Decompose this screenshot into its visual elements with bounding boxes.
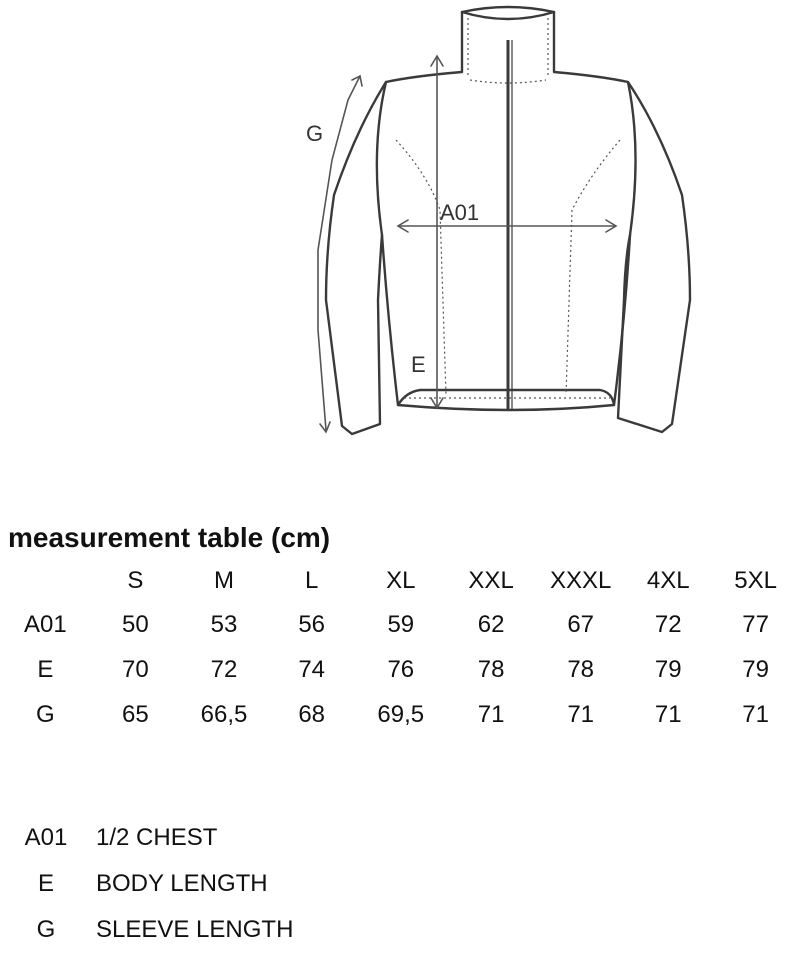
row-code: A01 (24, 610, 67, 638)
size-header: 4XL (646, 567, 690, 594)
label-e: E (411, 352, 426, 377)
legend-code: G (36, 916, 56, 943)
size-header: XL (386, 567, 416, 594)
table-cell: 78 (567, 655, 595, 683)
jacket-diagram (0, 0, 800, 460)
legend-description: BODY LENGTH (96, 870, 268, 897)
table-cell: 71 (654, 700, 682, 728)
size-header: S (127, 567, 144, 594)
legend-item (0, 907, 293, 953)
sleeve-length-arrow (318, 76, 360, 430)
size-header-row (0, 560, 800, 602)
table-cell: 68 (298, 700, 326, 728)
table-cell: 65 (122, 700, 149, 728)
table-cell: 69,5 (377, 700, 425, 728)
table-row (0, 602, 800, 647)
size-header: 5XL (734, 567, 777, 594)
table-cell: 59 (387, 610, 415, 638)
legend-description: 1/2 CHEST (96, 824, 218, 851)
legend-description: SLEEVE LENGTH (96, 916, 294, 943)
size-header: XXXL (549, 567, 612, 594)
table-cell: 72 (210, 655, 238, 683)
table-cell: 67 (567, 610, 595, 638)
table-cell: 79 (742, 655, 769, 683)
table-cell: 50 (122, 610, 149, 638)
legend-item (0, 815, 293, 861)
jacket-body-outline (377, 7, 636, 410)
row-code: E (37, 655, 54, 683)
table-cell: 66,5 (200, 700, 248, 728)
size-header: XXL (468, 567, 514, 594)
legend-item (0, 861, 293, 907)
table-cell: 78 (477, 655, 505, 683)
table-cell: 71 (567, 700, 595, 728)
table-cell: 56 (298, 610, 326, 638)
size-header: L (305, 567, 319, 594)
table-row (0, 647, 800, 692)
size-header: M (214, 567, 235, 594)
table-cell: 53 (210, 610, 238, 638)
legend-code: A01 (24, 824, 68, 851)
row-code: G (36, 700, 55, 728)
measurement-legend (0, 815, 293, 953)
table-cell: 74 (298, 655, 326, 683)
table-title: measurement table (cm) (8, 522, 331, 553)
label-g: G (306, 121, 324, 146)
table-cell: 72 (654, 610, 682, 638)
table-cell: 71 (742, 700, 769, 728)
label-a01: A01 (440, 200, 480, 225)
table-cell: 70 (122, 655, 149, 683)
table-cell: 62 (477, 610, 505, 638)
table-cell: 71 (477, 700, 505, 728)
measurement-table (0, 560, 800, 737)
header-corner (0, 560, 91, 602)
table-cell: 79 (654, 655, 682, 683)
table-cell: 76 (387, 655, 415, 683)
jacket-collar (462, 12, 554, 19)
legend-code: E (37, 870, 54, 897)
table-cell: 77 (742, 610, 769, 638)
table-row (0, 692, 800, 737)
